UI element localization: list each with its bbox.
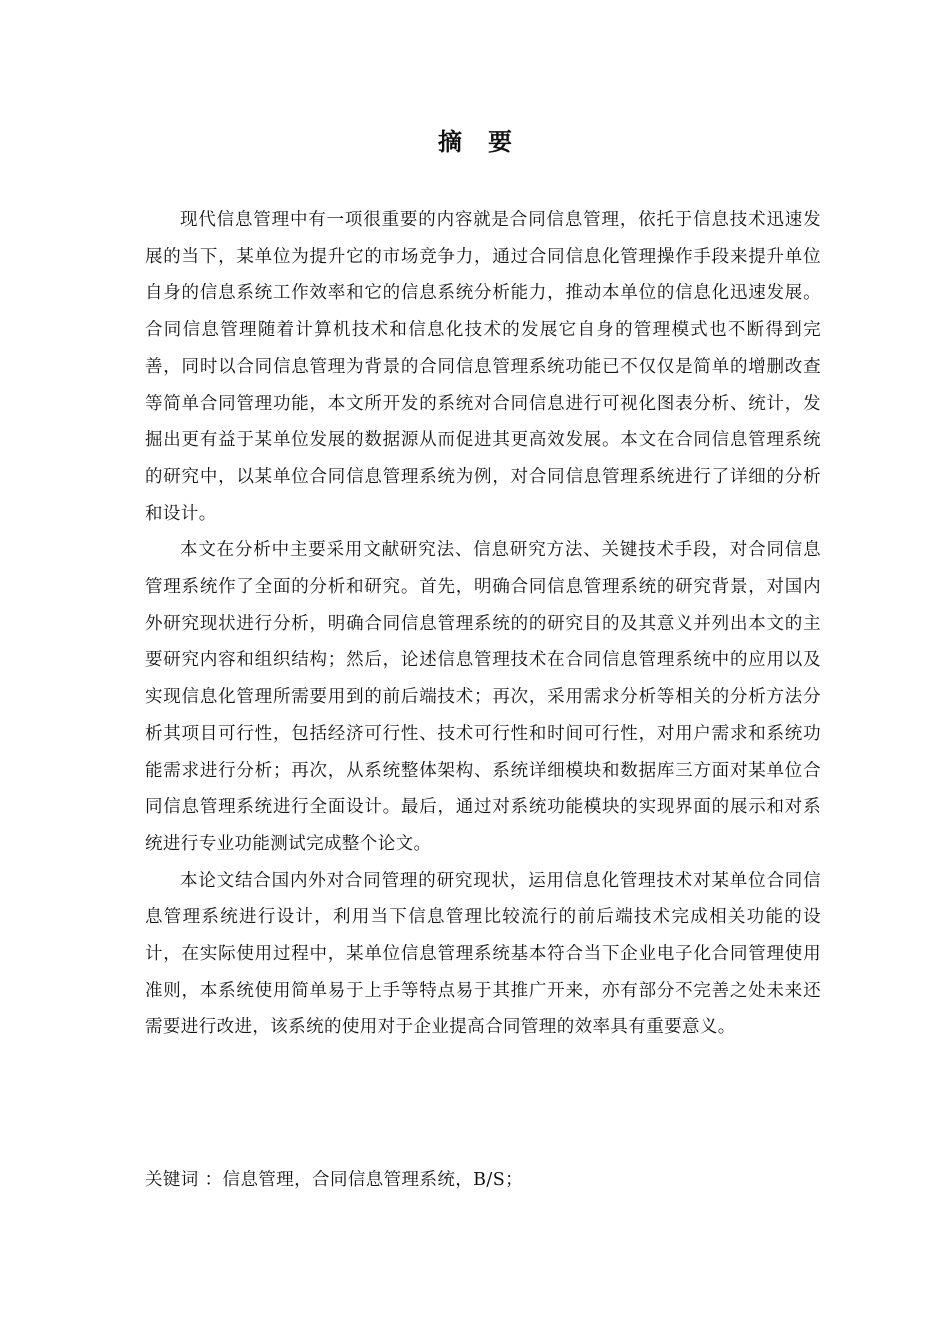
abstract-paragraph-3: 本论文结合国内外对合同管理的研究现状，运用信息化管理技术对某单位合同信息管理系统进行设计，利用当下信息管理比较流行的前后端技术完成相关功能的设计，在实际使用过程中，某单位信息管理系统基本符合当下企业电子化合同管理使用准则，本系统使用简单易于上手等特点易于其推广开来，亦有部分不完善之处未来还需要进行改进，该系统的使用对于企业提高合同管理的效率具有重要意义。	[145, 870, 821, 1038]
abstract-paragraph-1: 现代信息管理中有一项很重要的内容就是合同信息管理，依托于信息技术迅速发展的当下，某单位为提升它的市场竞争力，通过合同信息化管理操作手段来提升单位自身的信息系统工作效率和它的信息系统分析能力，推动本单位的信息化迅速发展。合同信息管理随着计算机技术和信息化技术的发展它自身的管理模式也不断得到完善，同时以合同信息管理为背景的合同信息管理系统功能已不仅仅是简单的增删改查等简单合同管理功能，本文所开发的系统对合同信息进行可视化图表分析、统计，发掘出更有益于某单位发展的数据源从而促进其更高效发展。本文在合同信息管理系统的研究中，以某单位合同信息管理系统为例，对合同信息管理系统进行了详细的分析和设计。	[145, 210, 821, 524]
abstract-paragraph-2: 本文在分析中主要采用文献研究法、信息研究方法、关键技术手段，对合同信息管理系统作了全面的分析和研究。首先，明确合同信息管理系统的研究背景，对国内外研究现状进行分析，明确合同信息管理系统的的研究目的及其意义并列出本文的主要研究内容和组织结构；然后，论述信息管理技术在合同信息管理系统中的应用以及实现信息化管理所需要用到的前后端技术；再次，采用需求分析等相关的分析方法分析其项目可行性，包括经济可行性、技术可行性和时间可行性，对用户需求和系统功能需求进行分析；再次，从系统整体架构、系统详细模块和数据库三方面对某单位合同信息管理系统进行全面设计。最后，通过对系统功能模块的实现界面的展示和对系统进行专业功能测试完成整个论文。	[145, 540, 821, 854]
abstract-title: 摘要	[438, 128, 538, 156]
keywords-line: 关键词 ：信息管理，合同信息管理系统，B/S；	[145, 1170, 524, 1190]
abstract-body	[145, 202, 821, 1046]
